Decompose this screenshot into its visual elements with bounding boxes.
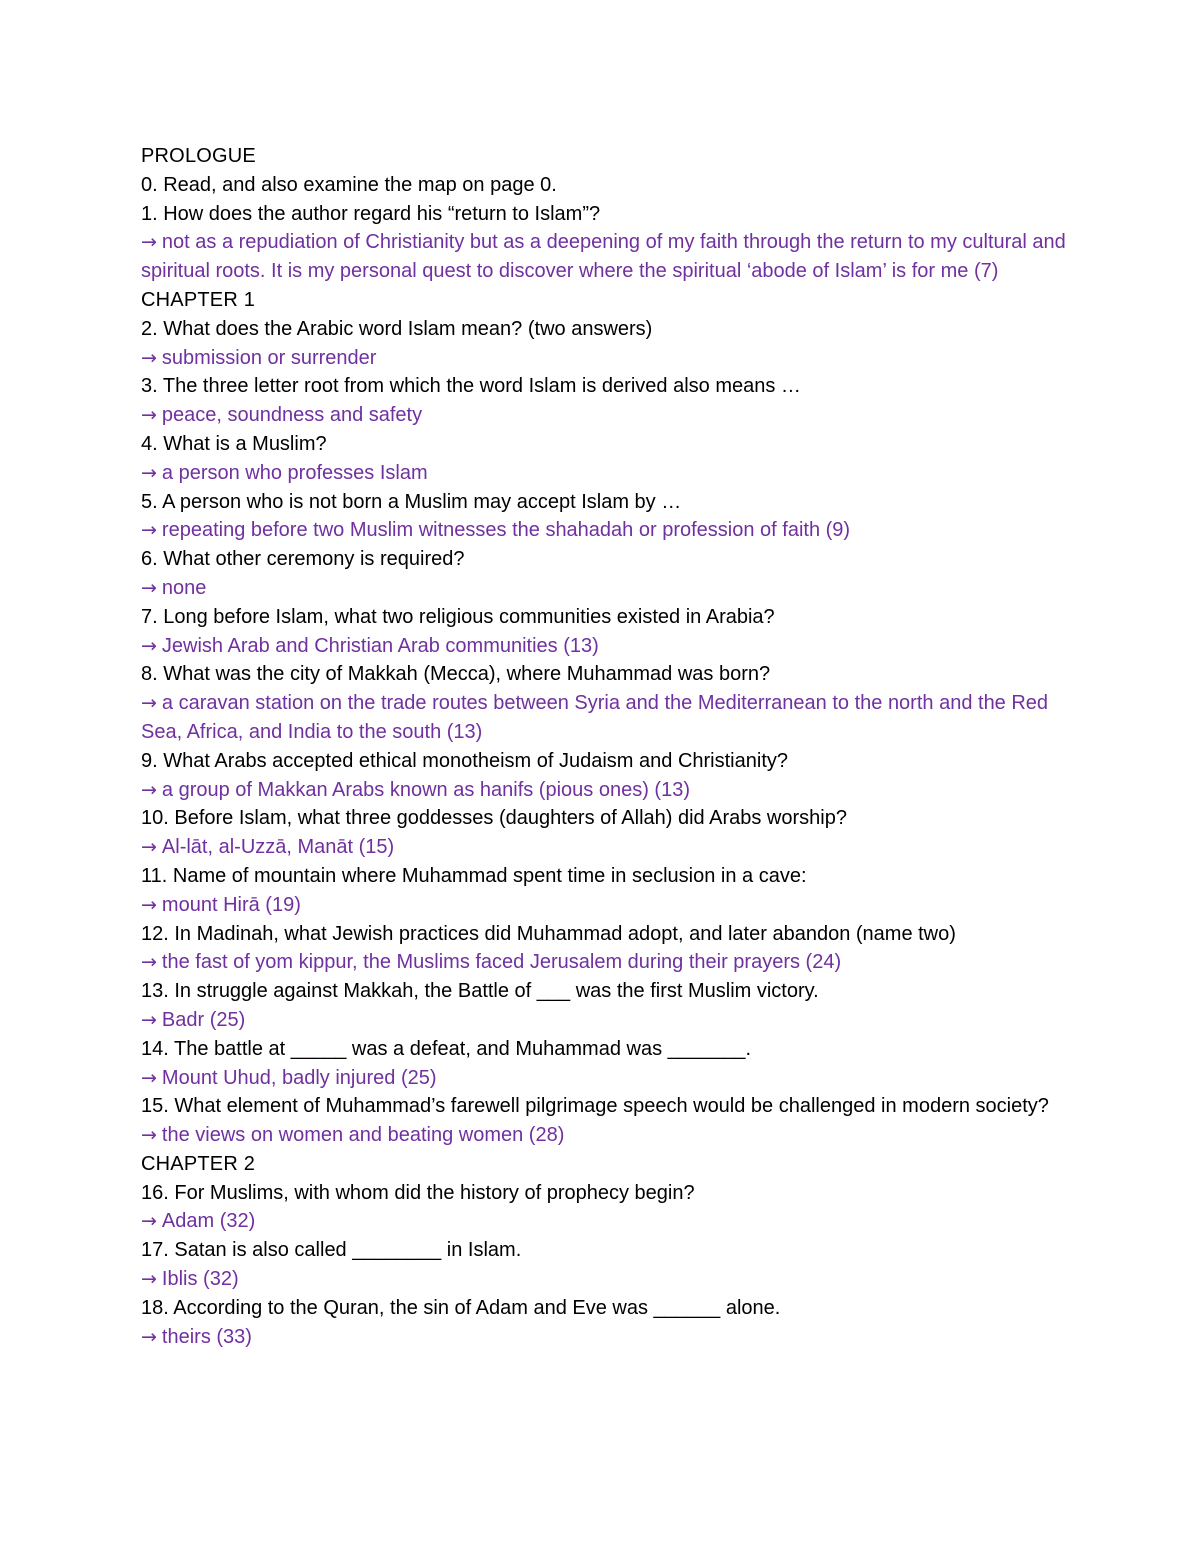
answer-line bbox=[141, 776, 1081, 805]
arrow-right-icon: → bbox=[141, 461, 157, 484]
answer-text: Mount Uhud, badly injured (25) bbox=[161, 1066, 437, 1089]
question-line: 17. Satan is also called ________ in Islam. bbox=[141, 1239, 522, 1262]
arrow-right-icon: → bbox=[141, 893, 157, 916]
question-line: 14. The battle at _____ was a defeat, and Muhammad was _______. bbox=[141, 1037, 752, 1060]
question-line: 6. What other ceremony is required? bbox=[141, 548, 465, 571]
question-line: 4. What is a Muslim? bbox=[141, 432, 327, 455]
answer-text: Al-lāt, al-Uzzā, Manāt (15) bbox=[161, 836, 395, 859]
answer-line bbox=[141, 1121, 1081, 1150]
arrow-right-icon: → bbox=[141, 404, 157, 427]
answer-text: not as a repudiation of Christianity but as a deepening of my faith through the return to my cultural and spiritual roots. It is my personal quest to discover where the spiritual ‘abode of Islam’ is for me (7) bbox=[141, 231, 1072, 283]
arrow-right-icon: → bbox=[141, 836, 157, 859]
question-line: 16. For Muslims, with whom did the history of prophecy begin? bbox=[141, 1181, 695, 1204]
answer-line bbox=[141, 1207, 1081, 1236]
answer-text: the fast of yom kippur, the Muslims faced Jerusalem during their prayers (24) bbox=[161, 951, 842, 974]
answer-line bbox=[141, 459, 1081, 488]
question-line: 5. A person who is not born a Muslim may accept Islam by … bbox=[141, 490, 682, 513]
answer-text: Badr (25) bbox=[161, 1008, 246, 1031]
answer-line bbox=[141, 228, 1081, 286]
question-line: 18. According to the Quran, the sin of Adam and Eve was ______ alone. bbox=[141, 1296, 781, 1319]
section-heading: CHAPTER 2 bbox=[141, 1152, 256, 1175]
arrow-right-icon: → bbox=[141, 1066, 157, 1089]
arrow-right-icon: → bbox=[141, 634, 157, 657]
answer-line bbox=[141, 833, 1081, 862]
answer-line bbox=[141, 948, 1081, 977]
answer-text: mount Hirā (19) bbox=[161, 893, 301, 916]
answer-line bbox=[141, 1323, 1081, 1352]
arrow-right-icon: → bbox=[141, 951, 157, 974]
answer-line bbox=[141, 632, 1081, 661]
section-heading: PROLOGUE bbox=[141, 145, 256, 167]
arrow-right-icon: → bbox=[141, 1008, 157, 1031]
question-line: 7. Long before Islam, what two religious communities existed in Arabia? bbox=[141, 605, 775, 628]
answer-text: a caravan station on the trade routes between Syria and the Mediterranean to the north and the Red Sea, Africa, and India to the south (13) bbox=[141, 692, 1054, 743]
arrow-right-icon: → bbox=[141, 576, 157, 599]
arrow-right-icon: → bbox=[141, 1325, 157, 1348]
arrow-right-icon: → bbox=[141, 1268, 157, 1291]
document-page bbox=[141, 142, 1081, 1351]
answer-line bbox=[141, 401, 1081, 430]
section-heading: CHAPTER 1 bbox=[141, 288, 256, 311]
answer-text: a group of Makkan Arabs known as hanifs (pious ones) (13) bbox=[161, 778, 690, 801]
question-line: 1. How does the author regard his “return to Islam”? bbox=[141, 202, 601, 225]
answer-line bbox=[141, 1006, 1081, 1035]
question-line: 10. Before Islam, what three goddesses (daughters of Allah) did Arabs worship? bbox=[141, 807, 847, 830]
answer-text: Jewish Arab and Christian Arab communities (13) bbox=[161, 634, 599, 657]
question-line: 8. What was the city of Makkah (Mecca), where Muhammad was born? bbox=[141, 663, 771, 686]
question-line: 12. In Madinah, what Jewish practices did Muhammad adopt, and later abandon (name two) bbox=[141, 922, 956, 945]
question-line: 2. What does the Arabic word Islam mean? (two answers) bbox=[141, 317, 653, 340]
arrow-right-icon: → bbox=[141, 1124, 157, 1147]
question-line: 15. What element of Muhammad’s farewell pilgrimage speech would be challenged in modern society? bbox=[141, 1095, 1049, 1118]
question-line: 9. What Arabs accepted ethical monotheism of Judaism and Christianity? bbox=[141, 749, 788, 772]
answer-line bbox=[141, 1064, 1081, 1093]
answer-text: peace, soundness and safety bbox=[161, 404, 423, 427]
arrow-right-icon: → bbox=[141, 1210, 157, 1233]
arrow-right-icon: → bbox=[141, 519, 157, 542]
answer-text: repeating before two Muslim witnesses the shahadah or profession of faith (9) bbox=[161, 519, 851, 542]
arrow-right-icon: → bbox=[141, 231, 157, 254]
answer-text: none bbox=[161, 576, 207, 599]
answer-line bbox=[141, 689, 1081, 747]
arrow-right-icon: → bbox=[141, 346, 157, 369]
answer-line bbox=[141, 574, 1081, 603]
arrow-right-icon: → bbox=[141, 778, 157, 801]
answer-text: theirs (33) bbox=[161, 1325, 252, 1348]
answer-line bbox=[141, 344, 1081, 373]
answer-text: Iblis (32) bbox=[161, 1268, 239, 1291]
answer-line bbox=[141, 516, 1081, 545]
question-line: 13. In struggle against Makkah, the Battle of ___ was the first Muslim victory. bbox=[141, 980, 819, 1003]
answer-line bbox=[141, 1265, 1081, 1294]
answer-text: the views on women and beating women (28) bbox=[161, 1124, 565, 1147]
question-line: 3. The three letter root from which the word Islam is derived also means … bbox=[141, 375, 801, 398]
question-line: 0. Read, and also examine the map on page 0. bbox=[141, 173, 557, 196]
answer-text: submission or surrender bbox=[161, 346, 377, 369]
answer-text: a person who professes Islam bbox=[161, 461, 428, 484]
arrow-right-icon: → bbox=[141, 692, 157, 715]
answer-line bbox=[141, 891, 1081, 920]
answer-text: Adam (32) bbox=[161, 1210, 256, 1233]
question-line: 11. Name of mountain where Muhammad spent time in seclusion in a cave: bbox=[141, 864, 807, 887]
